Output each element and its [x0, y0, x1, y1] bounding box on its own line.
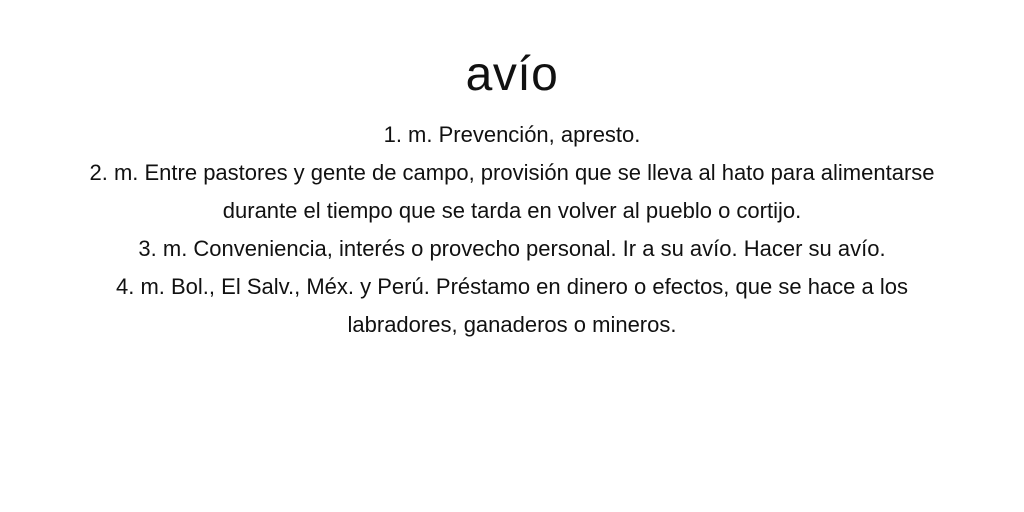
definition-3: 3. m. Conveniencia, interés o provecho personal. Ir a su avío. Hacer su avío.: [138, 236, 886, 261]
headword: avío: [465, 48, 559, 101]
definition-4: 4. m. Bol., El Salv., Méx. y Perú. Préstamo en dinero o efectos, que se hace a los labradores, ganaderos o mineros.: [116, 274, 908, 337]
definition-1: 1. m. Prevención, apresto.: [383, 122, 641, 147]
definitions-list: [62, 116, 962, 344]
definition-2: 2. m. Entre pastores y gente de campo, provisión que se lleva al hato para alimentarse durante el tiempo que se tarda en volver al pueblo o cortijo.: [89, 160, 935, 223]
